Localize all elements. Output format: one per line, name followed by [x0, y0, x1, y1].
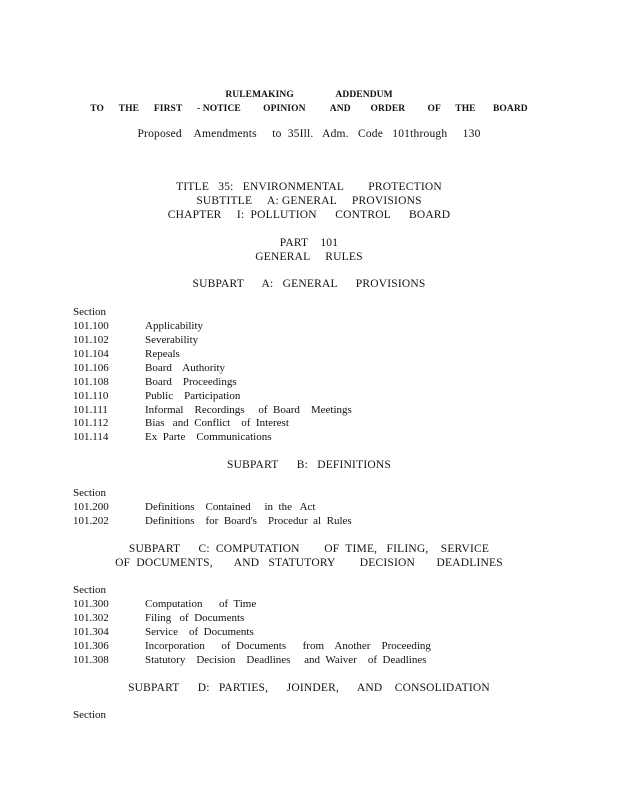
section-number: 101.100: [73, 320, 109, 332]
section-title: Severability: [145, 334, 199, 346]
section-title: Incorporation of Documents from Another Proceeding: [145, 640, 431, 652]
addendum-heading: RULEMAKING ADDENDUM: [225, 90, 393, 100]
section-title: Public Participation: [145, 390, 241, 402]
subpart-c-heading-cont: OF DOCUMENTS, AND STATUTORY DECISION DEADLINES: [115, 557, 503, 569]
section-number: 101.302: [73, 612, 109, 624]
part-number: PART 101: [279, 237, 339, 249]
section-title: Board Authority: [145, 362, 226, 374]
section-title: Board Proceedings: [145, 376, 237, 388]
subtitle-line: SUBTITLE A: GENERAL PROVISIONS: [196, 195, 422, 207]
section-title: Definitions for Board's Procedur al Rules: [145, 515, 352, 527]
subpart-d-heading: SUBPART D: PARTIES, JOINDER, AND CONSOLIDATION: [128, 682, 490, 694]
section-number: 101.304: [73, 626, 109, 638]
subpart-c-heading: SUBPART C: COMPUTATION OF TIME, FILING, SERVICE: [128, 543, 490, 555]
section-number: 101.306: [73, 640, 109, 652]
part-name: GENERAL RULES: [255, 251, 363, 263]
chapter-line: CHAPTER I: POLLUTION CONTROL BOARD: [167, 209, 451, 221]
section-title: Statutory Decision Deadlines and Waiver of Deadlines: [145, 654, 427, 666]
title-line: TITLE 35: ENVIRONMENTAL PROTECTION: [176, 181, 442, 193]
section-number: 101.114: [73, 431, 109, 443]
section-number: 101.112: [73, 417, 109, 429]
section-label: Section: [73, 306, 106, 318]
section-title: Computation of Time: [145, 598, 257, 610]
section-label: Section: [73, 584, 106, 596]
section-number: 101.200: [73, 501, 109, 513]
proposed-amendments-line: Proposed Amendments to 35Ill. Adm. Code 101through 130: [137, 128, 481, 140]
section-number: 101.108: [73, 376, 109, 388]
section-number: 101.300: [73, 598, 109, 610]
section-title: Bias and Conflict of Interest: [145, 417, 289, 429]
section-title: Informal Recordings of Board Meetings: [145, 404, 352, 416]
section-number: 101.308: [73, 654, 109, 666]
section-number: 101.202: [73, 515, 109, 527]
subpart-a-heading: SUBPART A: GENERAL PROVISIONS: [192, 278, 426, 290]
section-number: 101.104: [73, 348, 109, 360]
section-title: Applicability: [145, 320, 204, 332]
section-label: Section: [73, 709, 106, 721]
section-title: Filing of Documents: [145, 612, 245, 624]
section-number: 101.106: [73, 362, 109, 374]
section-number: 101.102: [73, 334, 109, 346]
addendum-subheading: TO THE FIRST - NOTICE OPINION AND ORDER OF THE BOARD: [90, 104, 528, 114]
section-title: Service of Documents: [145, 626, 254, 638]
section-number: 101.111: [73, 404, 108, 416]
section-title: Definitions Contained in the Act: [145, 501, 316, 513]
subpart-b-heading: SUBPART B: DEFINITIONS: [227, 459, 391, 471]
section-number: 101.110: [73, 390, 109, 402]
section-title: Repeals: [145, 348, 180, 360]
section-title: Ex Parte Communications: [145, 431, 272, 443]
section-label: Section: [73, 487, 106, 499]
